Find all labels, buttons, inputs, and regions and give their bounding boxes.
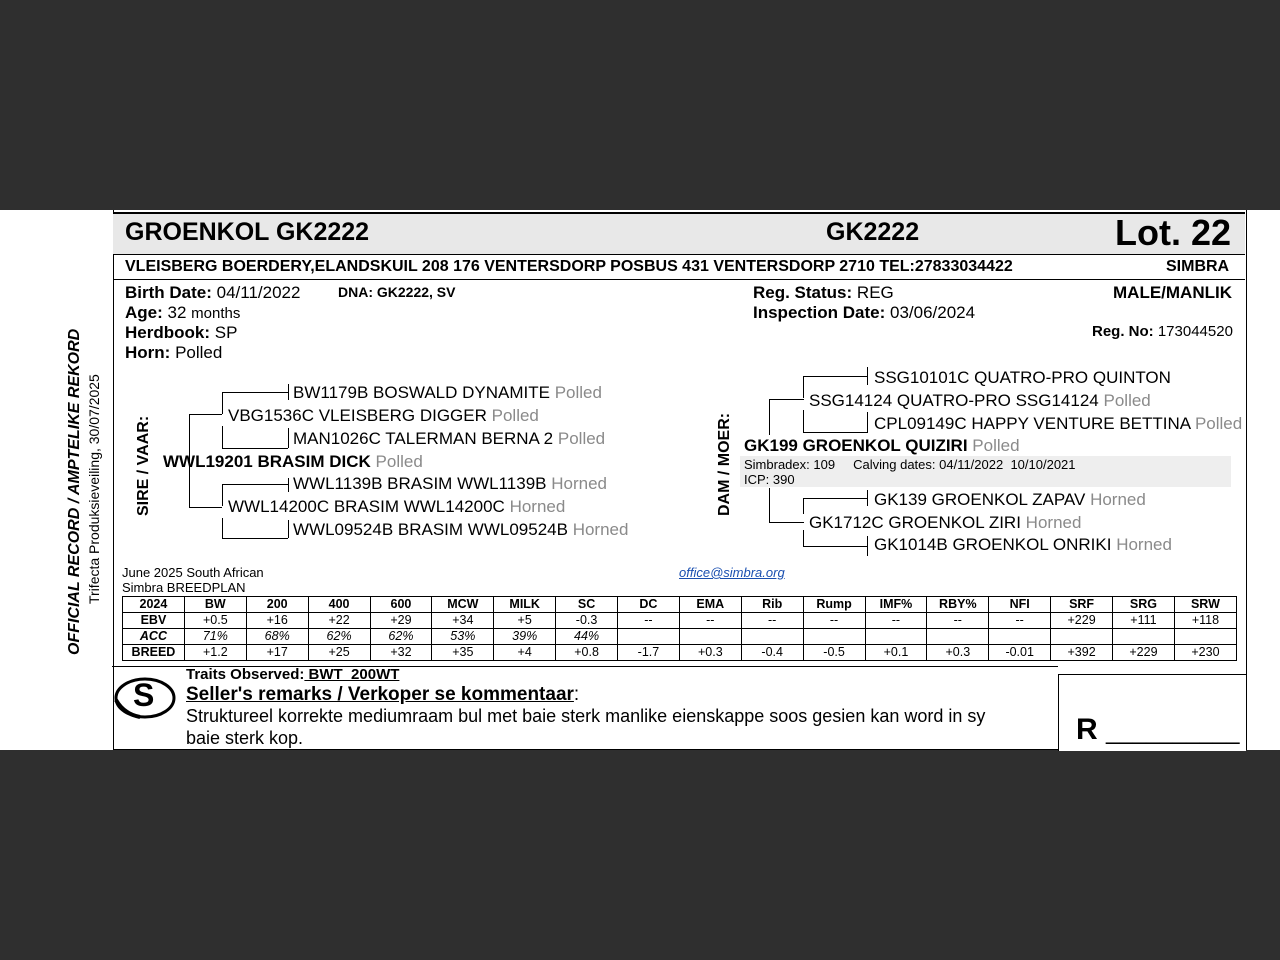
ebv-column-header: Rib [741, 597, 803, 613]
ebv-column-header: SRW [1174, 597, 1236, 613]
ebv-cell: -- [741, 613, 803, 629]
ebv-column-header: BW [184, 597, 246, 613]
ebv-cell: +0.5 [184, 613, 246, 629]
ebv-cell: +0.3 [927, 645, 989, 661]
ebv-column-header: Rump [803, 597, 865, 613]
ebv-cell: +29 [370, 613, 432, 629]
sire-sire: VBG1536C VLEISBERG DIGGER Polled [228, 406, 539, 425]
ebv-cell: +5 [494, 613, 556, 629]
ebv-cell: 68% [246, 629, 308, 645]
ebv-cell: +32 [370, 645, 432, 661]
dam-dam: GK1712C GROENKOL ZIRI Horned [809, 513, 1082, 532]
ebv-row [123, 629, 1237, 645]
ebv-column-header: IMF% [865, 597, 927, 613]
breed: SIMBRA [1166, 258, 1230, 275]
ebv-cell: -0.01 [989, 645, 1051, 661]
dam-sire-dam: CPL09149C HAPPY VENTURE BETTINA Polled [874, 414, 1243, 433]
reg-number: Reg. No: 173044520 [1092, 323, 1233, 340]
ebv-cell: +4 [494, 645, 556, 661]
ebv-cell: +17 [246, 645, 308, 661]
remarks-line1: Struktureel korrekte mediumraam bul met baie sterk manlike eienskappe soos gesien kan word in sy [186, 706, 986, 726]
simbra-logo-icon: S [114, 674, 176, 722]
ebv-cell: +111 [1113, 613, 1175, 629]
ebv-cell [741, 629, 803, 645]
ebv-cell: -- [927, 613, 989, 629]
ebv-cell: +0.3 [679, 645, 741, 661]
ebv-cell: -1.7 [618, 645, 680, 661]
ebv-cell [618, 629, 680, 645]
ebv-cell: -0.4 [741, 645, 803, 661]
ebv-cell [927, 629, 989, 645]
sire-sire-dam: MAN1026C TALERMAN BERNA 2 Polled [293, 429, 606, 448]
ebv-cell: +34 [432, 613, 494, 629]
ebv-cell: +229 [1051, 613, 1113, 629]
ebv-column-header: SRF [1051, 597, 1113, 613]
ebv-row-label: ACC [123, 629, 185, 645]
ebv-column-header: RBY% [927, 597, 989, 613]
ebv-cell: +230 [1174, 645, 1236, 661]
ebv-cell: +1.2 [184, 645, 246, 661]
email-link[interactable]: office@simbra.org [679, 565, 785, 580]
ebv-column-header: MILK [494, 597, 556, 613]
ebv-column-header: 400 [308, 597, 370, 613]
breedplan-line2: Simbra BREEDPLAN [122, 580, 246, 595]
sire-dam-sire: WWL1139B BRASIM WWL1139B Horned [293, 474, 608, 493]
ebv-table [122, 596, 1237, 661]
sale-label: Trifecta Produksieveiling, 30/07/2025 [86, 374, 102, 604]
age: Age: 32 months [125, 303, 241, 322]
ebv-cell: 44% [556, 629, 618, 645]
ebv-cell [679, 629, 741, 645]
ebv-cell: 62% [370, 629, 432, 645]
sire-sire-sire: BW1179B BOSWALD DYNAMITE Polled [293, 383, 602, 402]
ebv-row [123, 613, 1237, 629]
ebv-cell: +229 [1113, 645, 1175, 661]
ebv-cell: +16 [246, 613, 308, 629]
ebv-cell: -- [989, 613, 1051, 629]
price-field[interactable]: R __________ [1076, 713, 1240, 746]
sire-dam-dam: WWL09524B BRASIM WWL09524B Horned [293, 520, 629, 539]
animal-name: GROENKOL GK2222 [125, 218, 370, 246]
ebv-cell: 53% [432, 629, 494, 645]
ebv-cell: +22 [308, 613, 370, 629]
ebv-column-header: 600 [370, 597, 432, 613]
ebv-cell [989, 629, 1051, 645]
ebv-row [123, 645, 1237, 661]
official-record-label: OFFICIAL RECORD / AMPTELIKE REKORD [66, 328, 83, 655]
dna: DNA: GK2222, SV [338, 284, 456, 300]
ebv-cell: 39% [494, 629, 556, 645]
ebv-cell: +0.8 [556, 645, 618, 661]
reg-status: Reg. Status: REG [753, 283, 894, 302]
breedplan-line1: June 2025 South African [122, 565, 264, 580]
horn: Horn: Polled [125, 343, 223, 362]
dam-icp: ICP: 390 [744, 472, 795, 487]
ebv-cell: 62% [308, 629, 370, 645]
ebv-cell: -0.5 [803, 645, 865, 661]
animal-code: GK2222 [826, 218, 920, 246]
dam-sire-sire: SSG10101C QUATRO-PRO QUINTON [874, 368, 1171, 387]
ebv-cell [803, 629, 865, 645]
remarks-line2: baie sterk kop. [186, 728, 304, 748]
dam: GK199 GROENKOL QUIZIRI Polled [744, 436, 1020, 455]
herdbook: Herdbook: SP [125, 323, 238, 342]
lot-number: Lot. 22 [1115, 212, 1232, 253]
ebv-column-header: 2024 [123, 597, 185, 613]
ebv-cell: -0.3 [556, 613, 618, 629]
inspection-date: Inspection Date: 03/06/2024 [753, 303, 976, 322]
sex: MALE/MANLIK [1113, 283, 1232, 302]
ebv-cell: -- [803, 613, 865, 629]
ebv-cell [865, 629, 927, 645]
ebv-cell: +25 [308, 645, 370, 661]
ebv-cell: +392 [1051, 645, 1113, 661]
ebv-cell [1051, 629, 1113, 645]
sire: WWL19201 BRASIM DICK Polled [163, 452, 423, 471]
ebv-header-row [123, 597, 1237, 613]
ebv-cell: -- [865, 613, 927, 629]
dam-label: DAM / MOER: [716, 412, 733, 516]
ebv-column-header: SRG [1113, 597, 1175, 613]
traits-observed: Traits Observed: BWT 200WT [186, 666, 400, 683]
ebv-cell: +118 [1174, 613, 1236, 629]
ebv-cell: 71% [184, 629, 246, 645]
ebv-cell: +35 [432, 645, 494, 661]
ebv-column-header: EMA [679, 597, 741, 613]
ebv-cell [1113, 629, 1175, 645]
ebv-cell: +0.1 [865, 645, 927, 661]
dam-simbradex: Simbradex: 109 Calving dates: 04/11/2022 10/10/2021 [744, 457, 1076, 472]
ebv-cell: -- [618, 613, 680, 629]
ebv-column-header: DC [618, 597, 680, 613]
ebv-cell [1174, 629, 1236, 645]
remarks-title: Seller's remarks / Verkoper se kommentaar: [186, 684, 580, 705]
owner: VLEISBERG BOERDERY,ELANDSKUIL 208 176 VENTERSDORP POSBUS 431 VENTERSDORP 2710 TEL:27833034422 [125, 258, 1013, 275]
birth-date: Birth Date: 04/11/2022 [125, 283, 301, 302]
dam-dam-sire: GK139 GROENKOL ZAPAV Horned [874, 490, 1146, 509]
sire-label: SIRE / VAAR: [135, 415, 152, 516]
ebv-cell: -- [679, 613, 741, 629]
ebv-row-label: EBV [123, 613, 185, 629]
dam-dam-dam: GK1014B GROENKOL ONRIKI Horned [874, 535, 1172, 554]
ebv-column-header: MCW [432, 597, 494, 613]
ebv-column-header: SC [556, 597, 618, 613]
ebv-column-header: NFI [989, 597, 1051, 613]
dam-sire: SSG14124 QUATRO-PRO SSG14124 Polled [809, 391, 1151, 410]
ebv-column-header: 200 [246, 597, 308, 613]
sire-dam: WWL14200C BRASIM WWL14200C Horned [228, 497, 566, 516]
ebv-row-label: BREED [123, 645, 185, 661]
